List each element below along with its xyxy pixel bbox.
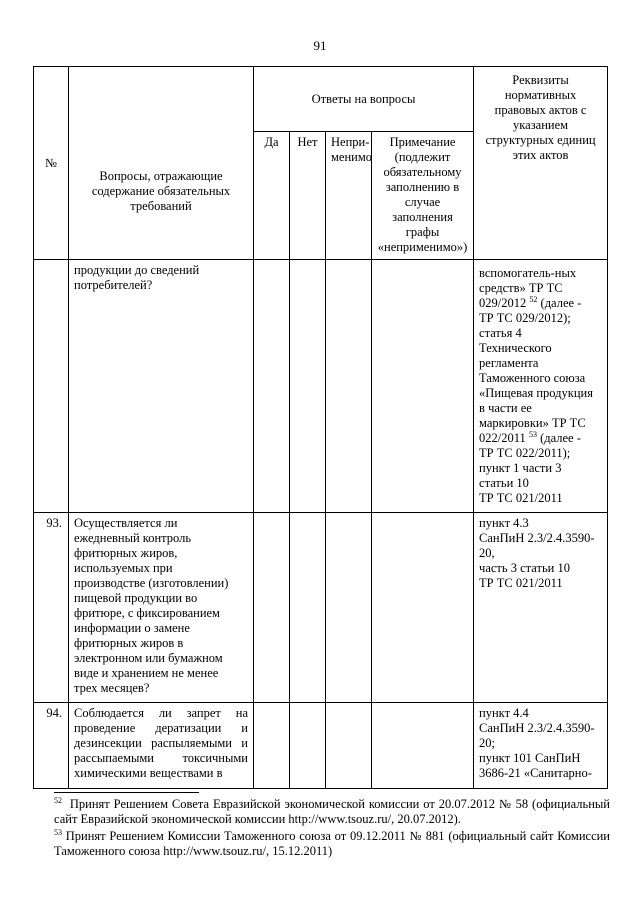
row-requisites: пункт 4.3 СанПиН 2.3/2.4.3590- 20, часть 3 статьи 10 ТР ТС 021/2011 [474, 513, 608, 703]
cell-yes [254, 260, 290, 513]
table-row [34, 260, 608, 513]
row-num [34, 260, 69, 513]
page-number: 91 [313, 38, 327, 53]
row-question: Соблюдается ли запрет на проведение дератизации и дезинсекции распыляемыми и рассыпаемыми токсичными химическими веществами в [69, 703, 254, 789]
cell-no [290, 513, 326, 703]
row-requisites: пункт 4.4 СанПиН 2.3/2.4.3590- 20; пункт 101 СанПиН 3686-21 «Санитарно- [474, 703, 608, 789]
header-answers: Ответы на вопросы [254, 67, 474, 132]
header-yes: Да [254, 132, 290, 260]
footnote-separator [54, 792, 199, 793]
footnote-ref-52: 52 [529, 294, 538, 304]
header-note: Примечание (подлежит обязательному заполнению в случае заполнения графы «неприменимо») [372, 132, 474, 260]
footnote-53: $^{53}$ Принят Решением Комиссии Таможенного союза от 09.12.2011 № 881 (официальный сайт Комиссии Таможенного союза http://www.tsouz.ru/, 15.12.2011) [54, 827, 610, 858]
header-na: Непри- менимо [326, 132, 372, 260]
header-requisites: Реквизиты нормативных правовых актов с указанием структурных единиц этих актов [474, 67, 608, 260]
header-no: Нет [290, 132, 326, 260]
cell-na [326, 260, 372, 513]
cell-no [290, 703, 326, 789]
cell-note [372, 260, 474, 513]
table-row [34, 703, 608, 789]
row-requisites: вспомогатель-ных средств» ТР ТС 029/2012 $^{52}$ (далее - ТР ТС 029/2012); статья 4 Технического регламента Таможенного союза «Пищевая продукция в части ее маркировки» ТР ТС 022/2011 $^{53}$ (далее - ТР ТС 022/2011); пункт 1 части 3 статьи 10 ТР ТС 021/2011 [474, 260, 608, 513]
table-row [34, 513, 608, 703]
cell-na [326, 513, 372, 703]
cell-na [326, 703, 372, 789]
row-num: 94. [34, 703, 69, 789]
cell-note [372, 513, 474, 703]
requirements-table [33, 66, 608, 789]
footnote-ref-53: 53 [528, 429, 537, 439]
row-question: продукции до сведений потребителей? [69, 260, 254, 513]
row-question: Осуществляется ли ежедневный контроль фритюрных жиров, используемых при производстве (изготовлении) пищевой продукции во фритюре, с фиксированием информации о замене фритюрных жиров в электронном или бумажном виде и хранением не менее трех месяцев? [69, 513, 254, 703]
cell-no [290, 260, 326, 513]
cell-note [372, 703, 474, 789]
row-num: 93. [34, 513, 69, 703]
cell-yes [254, 703, 290, 789]
footnote-52: $^{52}$ Принят Решением Совета Евразийской экономической комиссии от 20.07.2012 № 58 (официальный сайт Евразийской экономической комиссии http://www.tsouz.ru/, 20.07.2012). [54, 795, 610, 826]
cell-yes [254, 513, 290, 703]
header-num: № [34, 67, 69, 260]
header-questions: Вопросы, отражающие содержание обязательных требований [69, 67, 254, 260]
